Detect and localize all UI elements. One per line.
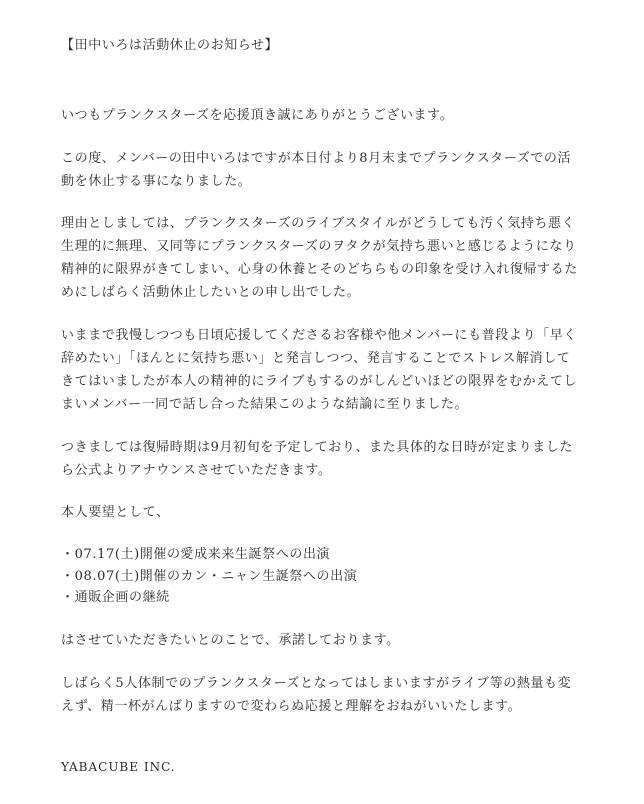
reason-line: めにしばらく活動休止したいとの申し出でした。 (61, 285, 361, 300)
reason-line: 精神的に限界がきてしまい、心身の休養とそのどちらもの印象を受け入れ復帰するた (61, 262, 578, 277)
document-title: 【田中いろは活動休止のお知らせ】 (61, 38, 279, 53)
background-line: いままで我慢しつつも日頃応援してくださるお客様や他メンバーにも普段より「早く (61, 328, 577, 343)
background-paragraph (61, 324, 609, 416)
announcement-line: 動を休止する事になりました。 (61, 174, 252, 189)
return-plan-paragraph (61, 436, 609, 482)
request-item: ・08.07(土)開催のカン・ニャン生誕祭への出演 (61, 568, 358, 584)
return-plan-line: ら公式よりアナウンスさせていただきます。 (61, 463, 332, 478)
return-plan-line: つきましては復帰時期は9月初旬を予定しており、また具体的な日時が定まりました (61, 440, 574, 455)
reason-line: 理由としましては、プランクスターズのライブスタイルがどうしても汚く気持ち悪く (61, 216, 576, 231)
background-line: まいメンバー一同で話し合った結果このような結論に至りました。 (61, 397, 469, 412)
reason-line: 生理的に無理、又同等にプランクスターズのヲタクが気持ち悪いと感じるようになり (61, 239, 577, 254)
background-line: きてはいましたが本人の精神的にライブもするのがしんどいほどの限界をむかえてし (61, 374, 578, 389)
request-item: ・通販企画の継続 (61, 590, 170, 605)
background-line: 辞めたい」「ほんとに気持ち悪い」と発言しつつ、発言することでストレス解消して (61, 351, 571, 366)
reason-paragraph (61, 212, 609, 304)
announcement-paragraph (61, 147, 609, 193)
closing-paragraph (61, 672, 609, 718)
closing-line: えず、精一杯がんばりますので変わらぬ応援と理解をおねがいいたします。 (61, 698, 522, 714)
greeting-paragraph: いつもプランクスターズを応援頂き誠にありがとうございます。 (61, 108, 454, 123)
announcement-document (61, 36, 609, 774)
acceptance-paragraph: はさせていただきたいとのことで、承諾しております。 (61, 632, 400, 648)
company-signature: YABACUBE INC. (61, 759, 176, 774)
request-list (61, 544, 609, 609)
request-intro: 本人要望として、 (61, 505, 170, 520)
request-item: ・07.17(土)開催の愛成来来生誕祭への出演 (61, 547, 331, 562)
closing-line: しばらく5人体制でのプランクスターズとなってはしまいますがライブ等の熱量も変 (61, 675, 572, 691)
announcement-line: この度、メンバーの田中いろはですが本日付より8月末までプランクスターズでの活 (61, 151, 572, 166)
